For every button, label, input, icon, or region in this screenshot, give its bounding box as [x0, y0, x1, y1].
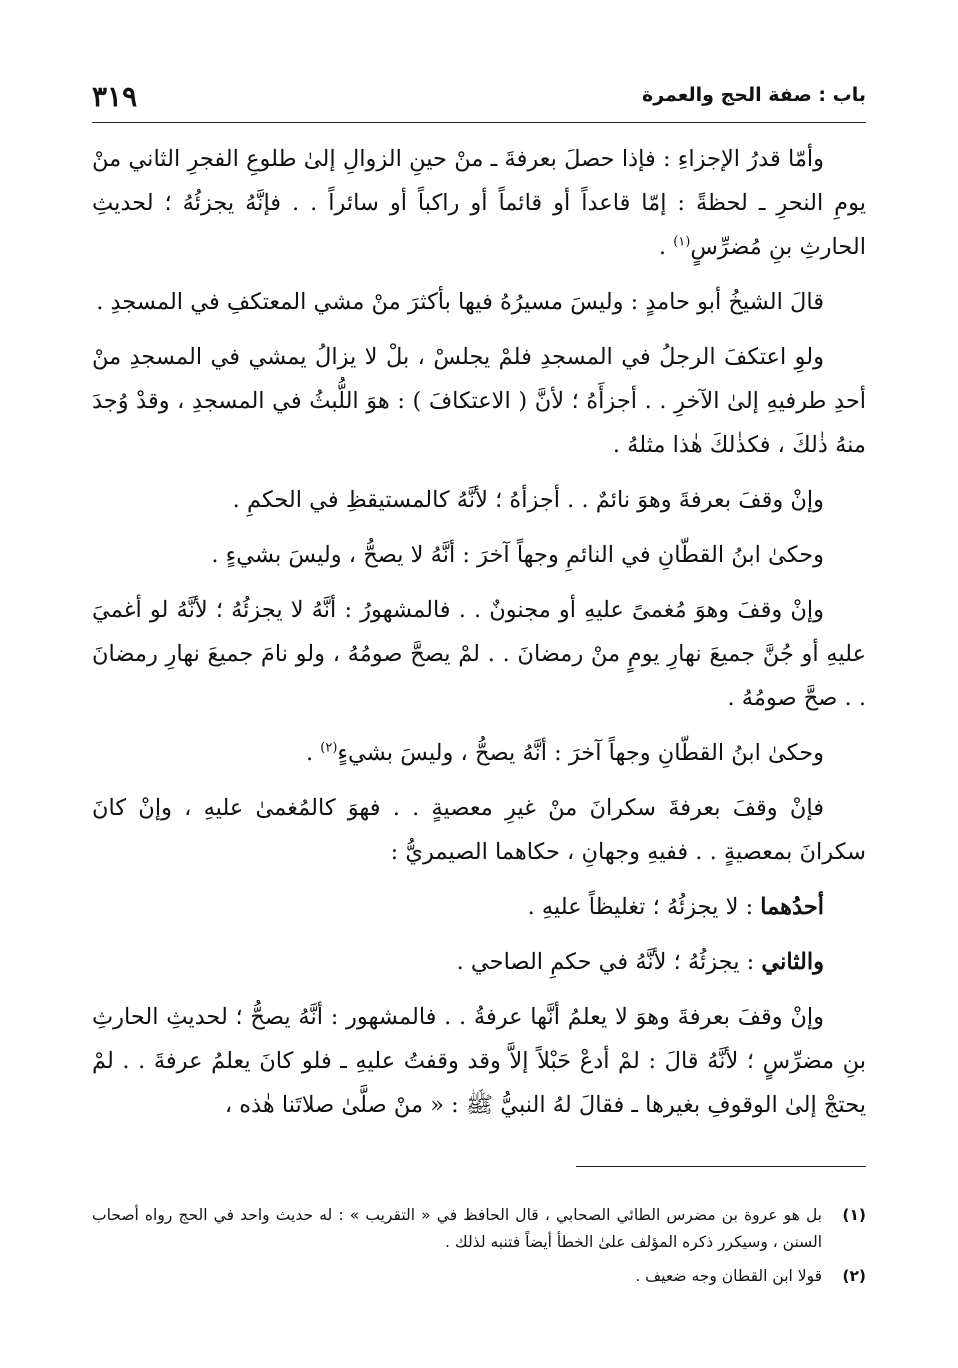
paragraph-text: وإنْ وقفَ بعرفةَ وهوَ نائمٌ . . أجزأهُ ؛ لأنَّهُ كالمستيقظِ في الحكمِ .: [232, 487, 824, 513]
footnote-text: بل هو عروة بن مضرس الطائي الصحابي ، قال الحافظ في « التقريب » : له حديث واحد في الحج رواه أصحاب السنن ، وسيكرر ذكره المؤلف علىٰ الخطأ أيضاً فتنبه لذلك .: [92, 1206, 822, 1251]
paragraph-text: قالَ الشيخُ أبو حامدٍ : وليسَ مسيرُهُ فيها بأكثرَ منْ مشي المعتكفِ في المسجدِ .: [96, 289, 824, 315]
paragraph: [92, 137, 866, 269]
paragraph: [92, 478, 866, 522]
paragraph-text: وحكىٰ ابنُ القطّانِ في النائمِ وجهاً آخرَ : أنَّهُ لا يصحُّ ، وليسَ بشيءٍ .: [211, 542, 824, 568]
paragraph: [92, 995, 866, 1127]
paragraph-text: ولوِ اعتكفَ الرجلُ في المسجدِ فلمْ يجلسْ ، بلْ لا يزالُ يمشي في المسجدِ منْ أحدِ طرفيهِ إلىٰ الآخرِ . . أجزأَهُ ؛ لأنَّ ( الاعتكافَ ) : هوَ اللُّبثُ في المسجدِ ، وقدْ وُجدَ منهُ ذٰلكَ ، فكذٰلكَ هٰذا مثلهُ .: [92, 344, 866, 458]
paragraph-text: وحكىٰ ابنُ القطّانِ وجهاً آخرَ : أنَّهُ يصحُّ ، وليسَ بشيءٍ: [337, 740, 824, 766]
footnote-ref: (١): [673, 234, 691, 250]
paragraph-tail: .: [658, 234, 674, 260]
footnotes: [92, 1202, 866, 1297]
paragraph-text: وأمّا قدرُ الإجزاءِ : فإذا حصلَ بعرفةَ ـ منْ حينِ الزوالِ إلىٰ طلوعِ الفجرِ الثاني منْ يومِ النحرِ ـ لحظةً : إمّا قاعداً أو قائماً أو راكباً أو سائراً . . فإنَّهُ يجزئُهُ ؛ لحديثِ الحارثِ بنِ مُضرِّسٍ: [92, 146, 866, 260]
page-number: ٣١٩: [92, 80, 138, 113]
paragraph-text: : لا يجزئُهُ ؛ تغليظاً عليهِ .: [527, 894, 761, 920]
footnote-text: قولا ابن القطان وجه ضعيف .: [635, 1267, 822, 1285]
paragraph: [92, 533, 866, 577]
footnote-number: (٢): [842, 1267, 866, 1285]
paragraph: [92, 731, 866, 775]
chapter-title: باب : صفة الحج والعمرة: [642, 84, 866, 106]
footnote-ref: (٢): [320, 740, 338, 756]
paragraph: [92, 940, 866, 984]
footnote-separator: [576, 1166, 866, 1167]
paragraph-tail: .: [305, 740, 321, 766]
paragraph-text: وإنْ وقفَ وهوَ مُغمىً عليهِ أو مجنونٌ . . فالمشهورُ : أنَّهُ لا يجزئُهُ ؛ لأنَّهُ لو أغميَ عليهِ أو جُنَّ جميعَ نهارِ يومٍ منْ رمضانَ . . لمْ يصحَّ صومُهُ ، ولو نامَ جميعَ نهارِ رمضانَ . . صحَّ صومُهُ .: [92, 597, 866, 711]
running-header: [92, 80, 866, 123]
footnote-number: (١): [842, 1206, 866, 1224]
paragraph-text: : يجزئُهُ ؛ لأنَّهُ في حكمِ الصاحي .: [456, 949, 762, 975]
footnote: [92, 1263, 866, 1290]
paragraph-text: فإنْ وقفَ بعرفةَ سكرانَ منْ غيرِ معصيةٍ . . فهوَ كالمُغمىٰ عليهِ ، وإنْ كانَ سكرانَ بمعصيةٍ . . ففيهِ وجهانِ ، حكاهما الصيمريُّ :: [92, 795, 866, 865]
paragraph: [92, 885, 866, 929]
paragraph-lead: أحدُهما: [760, 894, 824, 920]
main-text: [92, 137, 866, 1138]
paragraph: [92, 588, 866, 720]
paragraph-text: وإنْ وقفَ بعرفةَ وهوَ لا يعلمُ أنَّها عرفةُ . . فالمشهور : أنَّهُ يصحُّ ؛ لحديثِ الحارثِ بنِ مضرِّسٍ ؛ لأنَّهُ قالَ : لمْ أدعْ حَبْلاً إلاَّ وقد وقفتُ عليهِ ـ فلو كانَ يعلمُ عرفةَ . . لمْ يحتجْ إلىٰ الوقوفِ بغيرها ـ فقالَ لهُ النبيُّ ﷺ : « منْ صلَّىٰ صلاتَنا هٰذه ،: [92, 1004, 866, 1118]
paragraph: [92, 280, 866, 324]
paragraph: [92, 335, 866, 467]
paragraph-lead: والثاني: [761, 949, 824, 975]
footnote: [92, 1202, 866, 1256]
paragraph: [92, 786, 866, 874]
